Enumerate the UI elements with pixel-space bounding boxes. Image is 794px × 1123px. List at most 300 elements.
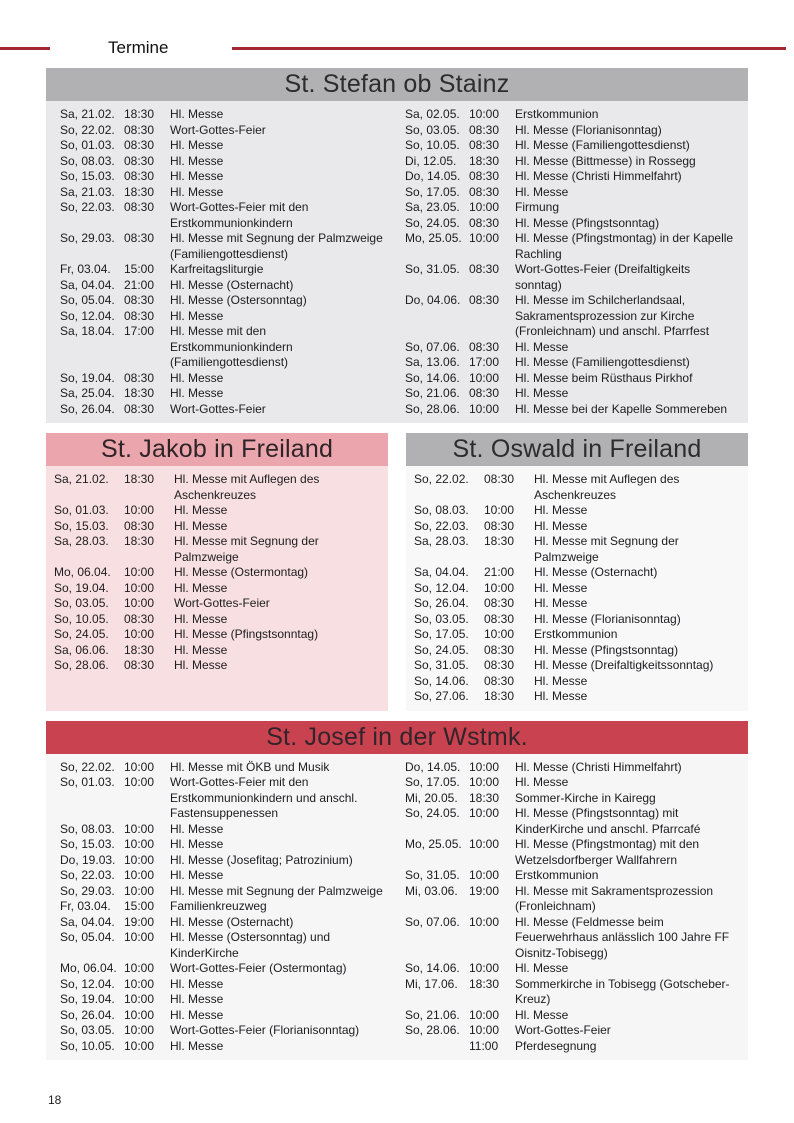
- entry-description: Hl. Messe: [170, 821, 224, 836]
- schedule-entry: [405, 1008, 738, 1024]
- schedule-entry: [405, 915, 738, 962]
- section-title-stefan: St. Stefan ob Stainz: [46, 68, 748, 101]
- entry-description: Hl. Messe: [174, 611, 228, 626]
- entry-date: So, 12.04.: [60, 308, 115, 323]
- entry-time: 08:30: [469, 184, 500, 199]
- schedule-entry: [405, 200, 738, 216]
- entry-date: So, 22.02.: [414, 472, 469, 486]
- entry-description: Pferdesegnung: [515, 1038, 597, 1053]
- entry-date: So, 28.06.: [405, 1023, 460, 1037]
- entry-date: Sa, 28.03.: [414, 534, 469, 548]
- entry-date: Do, 14.05.: [405, 759, 461, 774]
- entry-time: 10:00: [484, 503, 515, 517]
- entry-date: So, 24.05.: [54, 627, 109, 641]
- schedule-entry: [405, 216, 738, 232]
- schedule-entry: [405, 1039, 738, 1055]
- entry-time: 08:30: [469, 262, 500, 276]
- schedule-entry: [405, 1023, 738, 1039]
- entry-description: Hl. Messe: [174, 518, 228, 533]
- entry-time: 11:00: [469, 1038, 499, 1053]
- entry-description: Sommer-Kirche in Kairegg: [515, 790, 656, 805]
- entry-time: 18:30: [484, 689, 515, 703]
- entry-date: So, 01.03.: [60, 138, 115, 152]
- entry-date: So, 05.04.: [60, 293, 115, 307]
- entry-time: 10:00: [469, 914, 500, 929]
- schedule-entry: [54, 612, 384, 628]
- schedule-entry: [60, 278, 393, 294]
- entry-date: So, 28.06.: [405, 401, 460, 416]
- schedule-entry: [405, 293, 738, 340]
- entry-date: So, 21.06.: [405, 1007, 460, 1022]
- schedule-entry: [60, 324, 393, 371]
- entry-description: Hl. Messe: [534, 673, 588, 688]
- entry-date: So, 31.05.: [405, 262, 460, 276]
- entry-time: 18:30: [124, 184, 155, 199]
- entry-time: 08:30: [124, 370, 155, 385]
- entry-description: Firmung: [515, 200, 560, 214]
- entry-date: Sa, 18.04.: [60, 324, 115, 338]
- entry-description: Familienkreuzweg: [170, 899, 267, 913]
- schedule-entry: [60, 977, 393, 993]
- entry-time: 08:30: [124, 293, 155, 307]
- entry-time: 08:30: [484, 673, 515, 688]
- entry-date: Sa, 23.05.: [405, 200, 460, 214]
- schedule-entry: [60, 1039, 393, 1055]
- entry-time: 10:00: [469, 200, 500, 214]
- schedule-entry: [405, 371, 738, 387]
- entry-time: 10:00: [469, 370, 500, 385]
- entry-description: Wort-Gottes-Feier: [170, 122, 266, 137]
- entry-time: 10:00: [124, 1023, 155, 1037]
- entry-date: So, 10.05.: [60, 1038, 115, 1053]
- entry-time: 18:30: [124, 107, 155, 121]
- entry-time: 10:00: [124, 883, 155, 898]
- entry-time: 08:30: [469, 339, 500, 354]
- schedule-entry: [54, 534, 384, 565]
- schedule-entry: [405, 884, 738, 915]
- schedule-entry: [60, 200, 393, 231]
- entry-description: Hl. Messe: [170, 184, 224, 199]
- josef-left-column: [60, 760, 399, 1055]
- schedule-entry: [60, 853, 393, 869]
- entry-time: 08:30: [124, 169, 155, 183]
- entry-time: 10:00: [124, 852, 155, 867]
- entry-date: So, 29.03.: [60, 883, 115, 898]
- entry-description: Wort-Gottes-Feier: [170, 401, 266, 416]
- entry-date: So, 22.02.: [60, 759, 115, 774]
- schedule-entry: [405, 837, 738, 868]
- schedule-entry: [60, 915, 393, 931]
- page-number: 18: [48, 1093, 62, 1107]
- entry-description: Hl. Messe: [174, 503, 228, 517]
- entry-date: Sa, 04.04.: [60, 277, 115, 292]
- schedule-entry: [405, 868, 738, 884]
- entry-time: 10:00: [124, 868, 155, 882]
- entry-time: 10:00: [469, 806, 500, 820]
- schedule-entry: [414, 503, 744, 519]
- entry-description: Hl. Messe mit Sakramentsprozession (Fronleichnam): [515, 883, 714, 913]
- schedule-entry: [60, 386, 393, 402]
- entry-date: Mo, 06.04.: [60, 961, 117, 975]
- entry-date: Sa, 04.04.: [60, 914, 115, 929]
- entry-description: Hl. Messe (Florianisonntag): [534, 611, 681, 626]
- entry-description: Hl. Messe (Pfingstsonntag) mit KinderKirche und anschl. Pfarrcafé: [515, 806, 701, 836]
- entry-time: 10:00: [124, 992, 155, 1006]
- schedule-entry: [60, 1023, 393, 1039]
- entry-time: 08:30: [469, 215, 500, 230]
- schedule-entry: [60, 107, 393, 123]
- entry-description: Hl. Messe: [170, 370, 224, 385]
- schedule-entry: [60, 760, 393, 776]
- entry-date: So, 29.03.: [60, 231, 115, 245]
- entry-description: Hl. Messe (Pfingstmontag) mit den Wetzelsdorfberger Wallfahrern: [515, 837, 700, 867]
- header-rule-right: [232, 47, 786, 50]
- entry-date: Fr, 03.04.: [60, 262, 111, 276]
- entry-date: Sa, 25.04.: [60, 386, 115, 400]
- entry-time: 08:30: [124, 308, 155, 323]
- entry-description: Hl. Messe: [174, 580, 228, 595]
- entry-time: 10:00: [469, 107, 500, 121]
- section-title-josef: St. Josef in der Wstmk.: [46, 721, 748, 754]
- entry-time: 08:30: [124, 658, 155, 672]
- schedule-entry: [54, 565, 384, 581]
- schedule-entry: [60, 169, 393, 185]
- entry-time: 10:00: [484, 580, 515, 595]
- entry-description: Hl. Messe (Familiengottesdienst): [515, 355, 690, 369]
- entry-time: 08:30: [124, 401, 155, 416]
- entry-date: So, 01.03.: [54, 503, 109, 517]
- entry-time: 10:00: [124, 1038, 155, 1053]
- entry-date: So, 31.05.: [414, 658, 469, 672]
- section-josef: [46, 721, 748, 1061]
- entry-description: Hl. Messe: [170, 1038, 224, 1053]
- schedule-entry: [60, 231, 393, 262]
- schedule-entry: [405, 340, 738, 356]
- entry-description: Hl. Messe (Osternacht): [170, 914, 294, 929]
- entry-date: Mi, 03.06.: [405, 883, 458, 898]
- entry-description: Hl. Messe (Christi Himmelfahrt): [515, 759, 682, 774]
- entry-description: Hl. Messe: [170, 169, 224, 183]
- schedule-entry: [60, 822, 393, 838]
- entry-description: Hl. Messe mit Auflegen des Aschenkreuzes: [534, 472, 680, 502]
- entry-description: Hl. Messe mit Segnung der Palmzweige: [534, 534, 679, 564]
- entry-time: 08:30: [469, 386, 500, 400]
- entry-time: 08:30: [124, 138, 155, 152]
- entry-description: Hl. Messe: [170, 868, 224, 882]
- entry-date: So, 26.04.: [414, 596, 469, 610]
- entry-time: 18:30: [124, 642, 155, 657]
- entry-time: 08:30: [124, 153, 155, 168]
- schedule-entry: [405, 791, 738, 807]
- schedule-entry: [405, 138, 738, 154]
- entry-time: 10:00: [124, 627, 155, 641]
- entry-time: 19:00: [124, 914, 155, 929]
- entry-description: Hl. Messe bei der Kapelle Sommereben: [515, 401, 728, 416]
- entry-time: 10:00: [124, 759, 155, 774]
- schedule-entry: [54, 643, 384, 659]
- entry-description: Hl. Messe mit Segnung der Palmzweige: [170, 883, 383, 898]
- schedule-entry: [60, 123, 393, 139]
- entry-date: So, 21.06.: [405, 386, 460, 400]
- entry-description: Hl. Messe (Bittmesse) in Rossegg: [515, 153, 696, 168]
- entry-date: Do, 14.05.: [405, 169, 461, 183]
- schedule-entry: [405, 185, 738, 201]
- entry-description: Hl. Messe: [534, 596, 588, 610]
- schedule-entry: [60, 868, 393, 884]
- entry-date: Sa, 02.05.: [405, 107, 460, 121]
- section-body-oswald: [406, 466, 748, 711]
- entry-date: So, 17.05.: [405, 184, 460, 199]
- schedule-entry: [414, 581, 744, 597]
- entry-description: Hl. Messe: [170, 1007, 224, 1022]
- entry-time: 08:30: [469, 293, 500, 307]
- middle-sections-row: [46, 433, 748, 711]
- entry-time: 08:30: [469, 138, 500, 152]
- entry-time: 10:00: [469, 1023, 500, 1037]
- entry-date: So, 26.04.: [60, 401, 115, 416]
- entry-date: So, 24.05.: [405, 215, 460, 230]
- entry-time: 08:30: [484, 472, 515, 486]
- entry-date: Mo, 25.05.: [405, 837, 462, 851]
- entry-description: Hl. Messe: [170, 837, 224, 851]
- entry-time: 10:00: [124, 976, 155, 991]
- entry-date: Mi, 17.06.: [405, 976, 458, 991]
- entry-description: Wort-Gottes-Feier (Dreifaltigkeits sonntag): [515, 262, 691, 292]
- entry-time: 08:30: [484, 611, 515, 626]
- stefan-left-column: [60, 107, 399, 417]
- schedule-entry: [60, 262, 393, 278]
- entry-description: Hl. Messe: [170, 386, 224, 400]
- schedule-entry: [60, 1008, 393, 1024]
- entry-time: 10:00: [469, 837, 500, 851]
- entry-date: Sa, 21.03.: [60, 184, 115, 199]
- schedule-entry: [405, 961, 738, 977]
- entry-date: So, 08.03.: [60, 821, 115, 836]
- schedule-entry: [405, 262, 738, 293]
- entry-date: So, 15.03.: [54, 518, 109, 533]
- entry-description: Erstkommunion: [515, 868, 599, 882]
- entry-time: 10:00: [469, 775, 500, 789]
- entry-description: Hl. Messe (Pfingstsonntag): [534, 642, 679, 657]
- entry-time: 18:30: [469, 790, 500, 805]
- entry-date: [405, 1039, 469, 1055]
- schedule-entry: [54, 596, 384, 612]
- entry-date: So, 14.06.: [405, 961, 460, 975]
- schedule-entry: [60, 154, 393, 170]
- entry-time: 18:30: [484, 534, 515, 548]
- schedule-entry: [405, 760, 738, 776]
- schedule-entry: [405, 402, 738, 418]
- entry-date: So, 15.03.: [60, 169, 115, 183]
- entry-date: So, 03.05.: [414, 611, 469, 626]
- entry-time: 08:30: [469, 122, 500, 137]
- entry-time: 21:00: [484, 565, 515, 579]
- entry-date: Fr, 03.04.: [60, 899, 111, 913]
- entry-date: So, 12.04.: [60, 976, 115, 991]
- entry-description: Hl. Messe mit Auflegen des Aschenkreuzes: [174, 472, 320, 502]
- schedule-entry: [414, 565, 744, 581]
- entry-date: Do, 19.03.: [60, 852, 116, 867]
- entry-description: Wort-Gottes-Feier mit den Erstkommunionkindern: [170, 200, 309, 230]
- entry-description: Hl. Messe: [534, 689, 588, 703]
- entry-description: Wort-Gottes-Feier: [515, 1023, 611, 1037]
- entry-time: 10:00: [124, 1007, 155, 1022]
- schedule-entry: [60, 293, 393, 309]
- entry-date: So, 22.02.: [60, 122, 115, 137]
- entry-time: 15:00: [124, 899, 155, 913]
- entry-date: So, 24.05.: [405, 806, 460, 820]
- entry-date: So, 15.03.: [60, 837, 115, 851]
- entry-description: Hl. Messe (Pfingstsonntag): [174, 627, 319, 641]
- section-oswald: [406, 433, 748, 711]
- entry-date: So, 28.06.: [54, 658, 109, 672]
- schedule-entry: [414, 674, 744, 690]
- entry-description: Hl. Messe beim Rüsthaus Pirkhof: [515, 370, 693, 385]
- entry-time: 10:00: [124, 580, 155, 595]
- entry-date: So, 05.04.: [60, 930, 115, 944]
- entry-time: 08:30: [469, 169, 500, 183]
- schedule-entry: [60, 930, 393, 961]
- entry-time: 10:00: [124, 961, 155, 975]
- entry-description: Hl. Messe: [170, 992, 224, 1006]
- entry-time: 08:30: [124, 200, 155, 214]
- entry-time: 08:30: [124, 611, 155, 626]
- schedule-entry: [405, 355, 738, 371]
- entry-description: Karfreitagsliturgie: [170, 262, 264, 276]
- entry-description: Hl. Messe (Pfingstsonntag): [515, 215, 660, 230]
- entry-date: Do, 04.06.: [405, 293, 461, 307]
- schedule-entry: [60, 992, 393, 1008]
- entry-date: So, 01.03.: [60, 775, 115, 789]
- page-content: [0, 68, 794, 1060]
- entry-description: Hl. Messe (Josefitag; Patrozinium): [170, 852, 353, 867]
- entry-time: 18:30: [124, 472, 155, 486]
- entry-time: 19:00: [469, 883, 500, 898]
- entry-time: 10:00: [124, 596, 155, 610]
- entry-time: 10:00: [484, 627, 515, 641]
- entry-description: Hl. Messe im Schilcherlandsaal, Sakramentsprozession zur Kirche (Fronleichnam) und anschl. Pfarrfest: [515, 293, 710, 338]
- entry-description: Hl. Messe mit den Erstkommunionkindern (Familiengottesdienst): [170, 324, 293, 369]
- entry-date: So, 14.06.: [405, 370, 460, 385]
- header-rule-left: [0, 47, 50, 50]
- schedule-entry: [405, 107, 738, 123]
- section-jakob: [46, 433, 388, 711]
- entry-description: Hl. Messe mit ÖKB und Musik: [170, 759, 330, 774]
- entry-date: So, 31.05.: [405, 868, 460, 882]
- entry-description: Hl. Messe: [515, 961, 569, 975]
- entry-description: Hl. Messe (Christi Himmelfahrt): [515, 169, 682, 183]
- schedule-entry: [405, 806, 738, 837]
- schedule-entry: [405, 231, 738, 262]
- entry-description: Hl. Messe: [515, 184, 569, 199]
- schedule-entry: [414, 689, 744, 705]
- schedule-entry: [60, 961, 393, 977]
- entry-description: Erstkommunion: [534, 627, 618, 641]
- entry-description: Hl. Messe mit Segnung der Palmzweige (Familiengottesdienst): [170, 231, 383, 261]
- entry-description: Wort-Gottes-Feier (Florianisonntag): [170, 1023, 360, 1037]
- entry-description: Hl. Messe: [174, 658, 228, 672]
- entry-time: 10:00: [124, 837, 155, 851]
- section-body-stefan: [46, 101, 748, 423]
- section-body-jakob: [46, 466, 388, 711]
- entry-description: Hl. Messe: [534, 503, 588, 517]
- entry-time: 10:00: [124, 503, 155, 517]
- section-title-oswald: St. Oswald in Freiland: [406, 433, 748, 466]
- schedule-entry: [405, 169, 738, 185]
- schedule-entry: [405, 123, 738, 139]
- entry-time: 10:00: [469, 868, 500, 882]
- josef-right-column: [399, 760, 744, 1055]
- entry-date: Sa, 13.06.: [405, 355, 460, 369]
- schedule-entry: [54, 627, 384, 643]
- page-header: [0, 0, 794, 58]
- entry-time: 08:30: [484, 596, 515, 610]
- entry-time: 10:00: [469, 961, 500, 975]
- entry-description: Hl. Messe: [170, 976, 224, 991]
- entry-description: Hl. Messe: [534, 580, 588, 595]
- entry-description: Hl. Messe (Ostersonntag) und KinderKirche: [170, 930, 331, 960]
- schedule-entry: [60, 185, 393, 201]
- entry-date: So, 22.03.: [414, 518, 469, 533]
- entry-date: So, 17.05.: [414, 627, 469, 641]
- entry-time: 10:00: [469, 401, 500, 416]
- schedule-entry: [405, 977, 738, 1008]
- entry-description: Hl. Messe (Feldmesse beim Feuerwehrhaus anlässlich 100 Jahre FF Oisnitz-Tobisegg): [515, 914, 730, 960]
- entry-description: Hl. Messe (Pfingstmontag) in der Kapelle Rachling: [515, 231, 734, 261]
- entry-date: Di, 12.05.: [405, 153, 457, 168]
- schedule-entry: [54, 519, 384, 535]
- schedule-entry: [60, 899, 393, 915]
- entry-date: Mi, 20.05.: [405, 790, 458, 805]
- entry-time: 18:30: [469, 976, 500, 991]
- entry-time: 08:30: [484, 658, 515, 672]
- entry-description: Wort-Gottes-Feier: [174, 596, 270, 610]
- entry-date: So, 07.06.: [405, 914, 460, 929]
- entry-date: So, 22.03.: [60, 200, 115, 214]
- entry-time: 18:30: [469, 153, 500, 168]
- entry-description: Hl. Messe: [170, 107, 224, 121]
- entry-time: 08:30: [124, 231, 155, 245]
- entry-description: Hl. Messe (Dreifaltigkeitssonntag): [534, 658, 714, 672]
- entry-description: Hl. Messe: [174, 642, 228, 657]
- entry-description: Hl. Messe (Ostersonntag): [170, 293, 307, 307]
- section-stefan: [46, 68, 748, 423]
- entry-date: Sa, 04.04.: [414, 565, 469, 579]
- page-title: Termine: [108, 38, 169, 57]
- entry-date: So, 03.05.: [54, 596, 109, 610]
- entry-time: 21:00: [124, 277, 155, 292]
- entry-time: 18:30: [124, 386, 155, 400]
- schedule-entry: [54, 503, 384, 519]
- entry-description: Hl. Messe (Osternacht): [170, 277, 294, 292]
- schedule-entry: [60, 402, 393, 418]
- entry-description: Hl. Messe: [170, 138, 224, 152]
- entry-time: 17:00: [469, 355, 500, 369]
- entry-time: 10:00: [469, 231, 500, 245]
- schedule-entry: [60, 837, 393, 853]
- entry-time: 10:00: [124, 565, 155, 579]
- entry-time: 10:00: [124, 775, 155, 789]
- entry-time: 17:00: [124, 324, 155, 338]
- entry-date: So, 03.05.: [405, 122, 460, 137]
- entry-date: So, 24.05.: [414, 642, 469, 657]
- entry-date: So, 27.06.: [414, 689, 469, 703]
- entry-time: 08:30: [484, 518, 515, 533]
- entry-date: Sa, 06.06.: [54, 642, 109, 657]
- schedule-entry: [414, 612, 744, 628]
- entry-date: So, 26.04.: [60, 1007, 115, 1022]
- section-title-jakob: St. Jakob in Freiland: [46, 433, 388, 466]
